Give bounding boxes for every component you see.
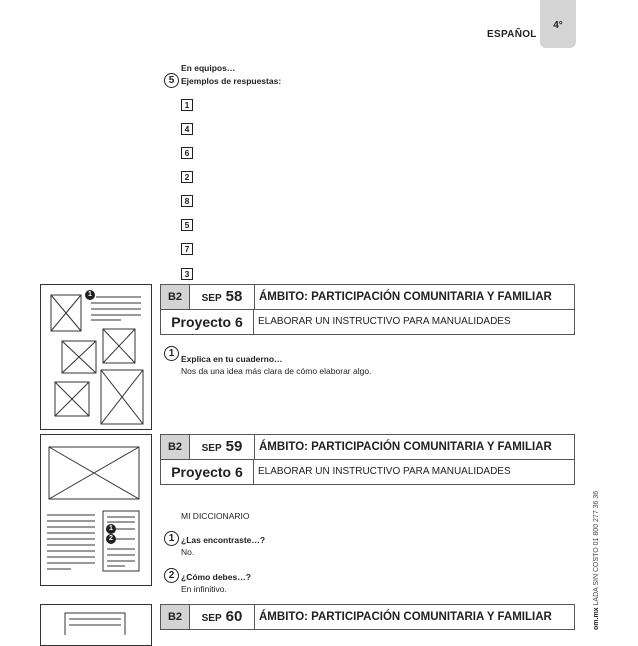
page-thumbnail-58 <box>40 284 152 430</box>
q5-line1: En equipos… <box>181 63 236 73</box>
block-label: B2 <box>161 435 190 459</box>
sidebar-vertical-text: om.mx LADA SIN COSTO 01 800 277 36 36 <box>593 490 600 630</box>
thumb-marker: 1 <box>85 290 95 300</box>
ambito-label: ÁMBITO: PARTICIPACIÓN COMUNITARIA Y FAMILIAR <box>259 611 552 623</box>
q5-number-circle: 5 <box>164 73 179 88</box>
sep-page: SEP 60 <box>190 605 255 629</box>
grade-tab: 4° <box>540 0 576 48</box>
sep-page: SEP 58 <box>190 285 255 309</box>
s59-q1: ¿Las encontraste…? <box>181 535 266 545</box>
s58-number-circle: 1 <box>164 346 179 361</box>
answer-box: 4 <box>181 123 193 135</box>
q5-line2: Ejemplos de respuestas: <box>181 76 282 86</box>
answer-box: 7 <box>181 243 193 255</box>
answer-box: 2 <box>181 171 193 183</box>
s59-q2-circle: 2 <box>164 568 179 583</box>
section-header-60 <box>160 604 575 630</box>
ambito-label: ÁMBITO: PARTICIPACIÓN COMUNITARIA Y FAMILIAR <box>259 291 552 303</box>
project-title: ELABORAR UN INSTRUCTIVO PARA MANUALIDADES <box>258 466 511 477</box>
answer-box: 6 <box>181 147 193 159</box>
answer-box: 8 <box>181 195 193 207</box>
subject-label: ESPAÑOL <box>487 29 537 40</box>
project-label: Proyecto 6 <box>161 310 254 334</box>
project-title: ELABORAR UN INSTRUCTIVO PARA MANUALIDADES <box>258 316 511 327</box>
s59-a2: En infinitivo. <box>181 584 227 594</box>
page-thumbnail-59 <box>40 434 152 586</box>
s59-q2: ¿Cómo debes…? <box>181 572 251 582</box>
project-label: Proyecto 6 <box>161 460 254 484</box>
answer-box: 5 <box>181 219 193 231</box>
s58-answer: Nos da una idea más clara de cómo elaborar algo. <box>181 366 372 376</box>
answer-box: 3 <box>181 268 193 280</box>
section-header-59 <box>160 434 575 485</box>
block-label: B2 <box>161 605 190 629</box>
section-header-58 <box>160 284 575 335</box>
block-label: B2 <box>161 285 190 309</box>
ambito-label: ÁMBITO: PARTICIPACIÓN COMUNITARIA Y FAMILIAR <box>259 441 552 453</box>
page-thumbnail-60 <box>40 604 152 646</box>
thumb-marker: 2 <box>106 534 116 544</box>
s58-question: Explica en tu cuaderno… <box>181 354 283 364</box>
answer-box: 1 <box>181 99 193 111</box>
dictionary-heading: MI DICCIONARIO <box>181 511 250 521</box>
sep-page: SEP 59 <box>190 435 255 459</box>
thumb-marker: 1 <box>106 524 116 534</box>
s59-a1: No. <box>181 547 195 557</box>
s59-q1-circle: 1 <box>164 531 179 546</box>
